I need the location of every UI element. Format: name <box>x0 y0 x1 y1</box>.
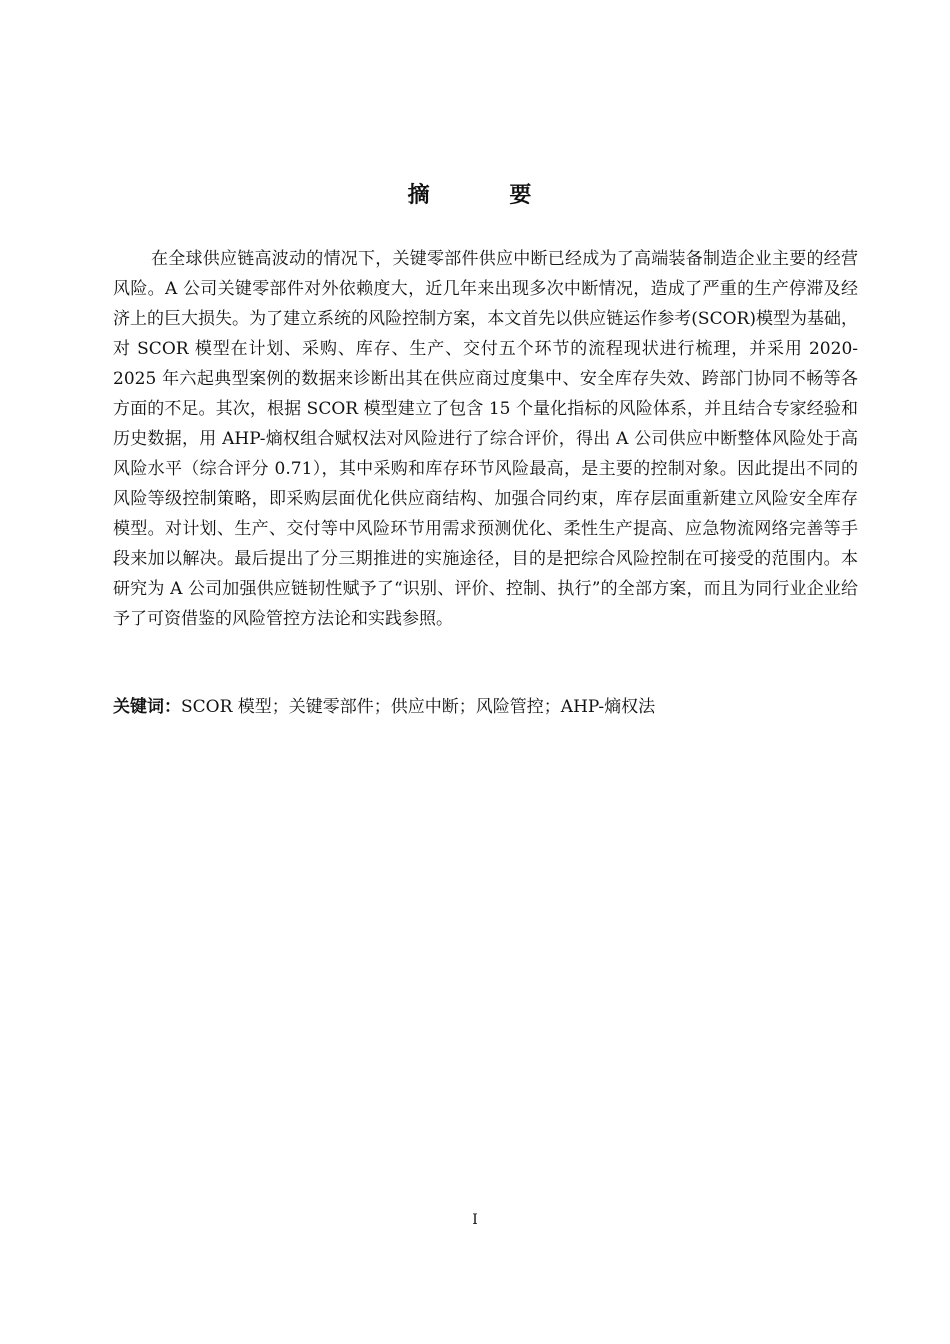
keywords-label: 关键词： <box>113 697 181 717</box>
abstract-title: 摘 要 <box>407 183 568 208</box>
abstract-body: 在全球供应链高波动的情况下，关键零部件供应中断已经成为了高端装备制造企业主要的经营风险。A 公司关键零部件对外依赖度大，近几年来出现多次中断情况，造成了严重的生产停滞及经济上的巨大损失。为了建立系统的风险控制方案，本文首先以供应链运作参考(SCOR)模型为基础，对 SCOR 模型在计划、采购、库存、生产、交付五个环节的流程现状进行梳理，并采用 2020-2025 年六起典型案例的数据来诊断出其在供应商过度集中、安全库存失效、跨部门协同不畅等各方面的不足。其次，根据 SCOR 模型建立了包含 15 个量化指标的风险体系，并且结合专家经验和历史数据，用 AHP-熵权组合赋权法对风险进行了综合评价，得出 A 公司供应中断整体风险处于高风险水平（综合评分 0.71），其中采购和库存环节风险最高，是主要的控制对象。因此提出不同的风险等级控制策略，即采购层面优化供应商结构、加强合同约束，库存层面重新建立风险安全库存模型。对计划、生产、交付等中风险环节用需求预测优化、柔性生产提高、应急物流网络完善等手段来加以解决。最后提出了分三期推进的实施途径，目的是把综合风险控制在可接受的范围内。本研究为 A 公司加强供应链韧性赋予了“识别、评价、控制、执行”的全部方案，而且为同行业企业给予了可资借鉴的风险管控方法论和实践参照。 <box>113 249 858 629</box>
page-number: I <box>472 1212 478 1228</box>
keywords-line <box>113 692 858 722</box>
keywords-list: SCOR 模型；关键零部件；供应中断；风险管控；AHP-熵权法 <box>181 697 656 717</box>
